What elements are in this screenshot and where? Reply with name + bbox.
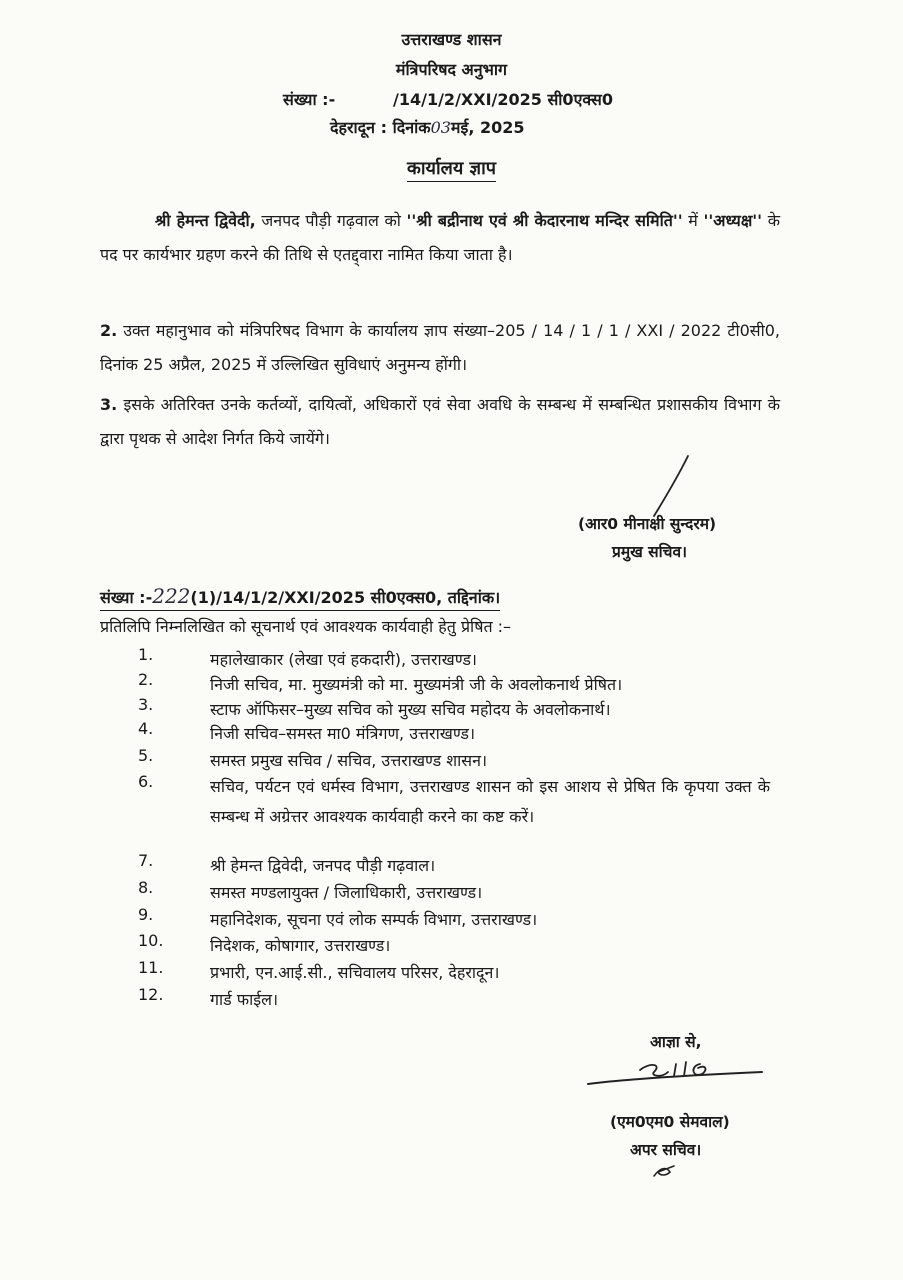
paragraph-3-number: 3. [100,395,118,414]
copy-ref-handwritten-number: 222 [152,584,191,608]
title-text: कार्यालय ज्ञाप [407,158,496,182]
list-item-number: 12. [138,985,164,1004]
list-item-text: गार्ड फाईल। [210,990,279,1009]
list-item-number: 3. [138,695,154,714]
list-item-number: 4. [138,719,154,738]
copy-ref-rest: (1)/14/1/2/XXI/2025 सी0एक्स0, तद्दिनांक। [190,588,501,607]
signature-2-stroke [580,1052,770,1092]
signatory-2-designation: अपर सचिव। [630,1141,702,1159]
list-item-number: 2. [138,670,154,689]
list-item-text: निजी सचिव, मा. मुख्यमंत्री को मा. मुख्यमंत्री जी के अवलोकनार्थ प्रेषित। [210,675,623,694]
list-item-number: 5. [138,746,154,765]
list-item-number: 6. [138,772,154,791]
post-name: ''अध्यक्ष'' [703,211,763,230]
number-label: संख्या :- [283,90,336,109]
list-item-number: 7. [138,851,154,870]
paragraph-2 [100,314,780,382]
list-item-text: सचिव, पर्यटन एवं धर्मस्व विभाग, उत्तराखण्ड शासन को इस आशय से प्रेषित कि कृपया उक्त के सम्बन्ध में अग्रेत्तर आवश्यक कार्यवाही करने का कष्ट करें। [210,777,770,826]
paragraph-1 [100,204,780,272]
list-item-text: निदेशक, कोषागार, उत्तराखण्ड। [210,936,391,955]
signatory-1-designation: प्रमुख सचिव। [612,543,687,561]
list-item-number: 10. [138,931,164,950]
list-item-text: समस्त मण्डलायुक्त / जिलाधिकारी, उत्तराखण्ड। [210,883,483,902]
list-item-number: 9. [138,905,154,924]
place-date [330,116,525,138]
handwritten-date: 03 [430,118,451,137]
initial-mark [650,1160,680,1182]
copy-reference [100,584,500,608]
government-name: उत्तराखण्ड शासन [401,30,502,49]
copy-intro: प्रतिलिपि निम्नलिखित को सूचनार्थ एवं आवश्यक कार्यवाही हेतु प्रेषित :– [100,617,512,636]
paragraph-1-text-c: के पद पर कार्यभार ग्रहण करने की तिथि से एतद्द्वारा नामित किया जाता है। [100,211,781,264]
list-item-text: प्रभारी, एन.आई.सी., सचिवालय परिसर, देहरादून। [210,963,500,982]
paragraph-1-text-a: जनपद पौड़ी गढ़वाल को [255,211,407,230]
list-item-text: महालेखाकार (लेखा एवं हकदारी), उत्तराखण्ड। [210,650,477,669]
signatory-2-name: (एम0एम0 सेमवाल) [610,1113,730,1131]
date-month-year: मई, 2025 [450,118,525,137]
person-name: श्री हेमन्त द्विवेदी, [155,211,256,230]
list-item-number: 8. [138,878,154,897]
paragraph-3 [100,388,780,456]
copy-ref-label: संख्या :- [100,588,153,607]
list-item-text: महानिदेशक, सूचना एवं लोक सम्पर्क विभाग, उत्तराखण्ड। [210,910,538,929]
list-item-number: 11. [138,958,164,977]
reference-number: /14/1/2/XXI/2025 सी0एक्स0 [393,90,613,109]
paragraph-2-text: उक्त महानुभाव को मंत्रिपरिषद विभाग के कार्यालय ज्ञाप संख्या–205 / 14 / 1 / 1 / XXI / 2022 टी0सी0, दिनांक 25 अप्रैल, 2025 में उल्लिखित सुविधाएं अनुमन्य होंगी। [100,321,780,374]
paragraph-3-text: इसके अतिरिक्त उनके कर्तव्यों, दायित्वों, अधिकारों एवं सेवा अवधि के सम्बन्ध में सम्बन्धित प्रशासकीय विभाग के द्वारा पृथक से आदेश निर्गत किये जायेंगे। [100,395,780,448]
committee-name: ''श्री बद्रीनाथ एवं श्री केदारनाथ मन्दिर समिति'' [406,211,683,230]
list-item-text: समस्त प्रमुख सचिव / सचिव, उत्तराखण्ड शासन। [210,751,488,770]
list-item-text: निजी सचिव–समस्त मा0 मंत्रिगण, उत्तराखण्ड। [210,724,476,743]
paragraph-1-text-b: में [682,211,704,230]
list-item-text: श्री हेमन्त द्विवेदी, जनपद पौड़ी गढ़वाल। [210,856,436,875]
list-item-text: स्टाफ ऑफिसर–मुख्य सचिव को मुख्य सचिव महोदय के अवलोकनार्थ। [210,700,611,719]
signatory-1-name: (आर0 मीनाक्षी सुन्दरम) [578,515,717,533]
section-name: मंत्रिपरिषद अनुभाग [395,60,508,79]
list-item-number: 1. [138,645,154,664]
paragraph-2-number: 2. [100,321,118,340]
document-title [0,156,903,180]
date-place-label: देहरादून : दिनांक [330,118,431,137]
by-order-label: आज्ञा से, [650,1033,702,1051]
